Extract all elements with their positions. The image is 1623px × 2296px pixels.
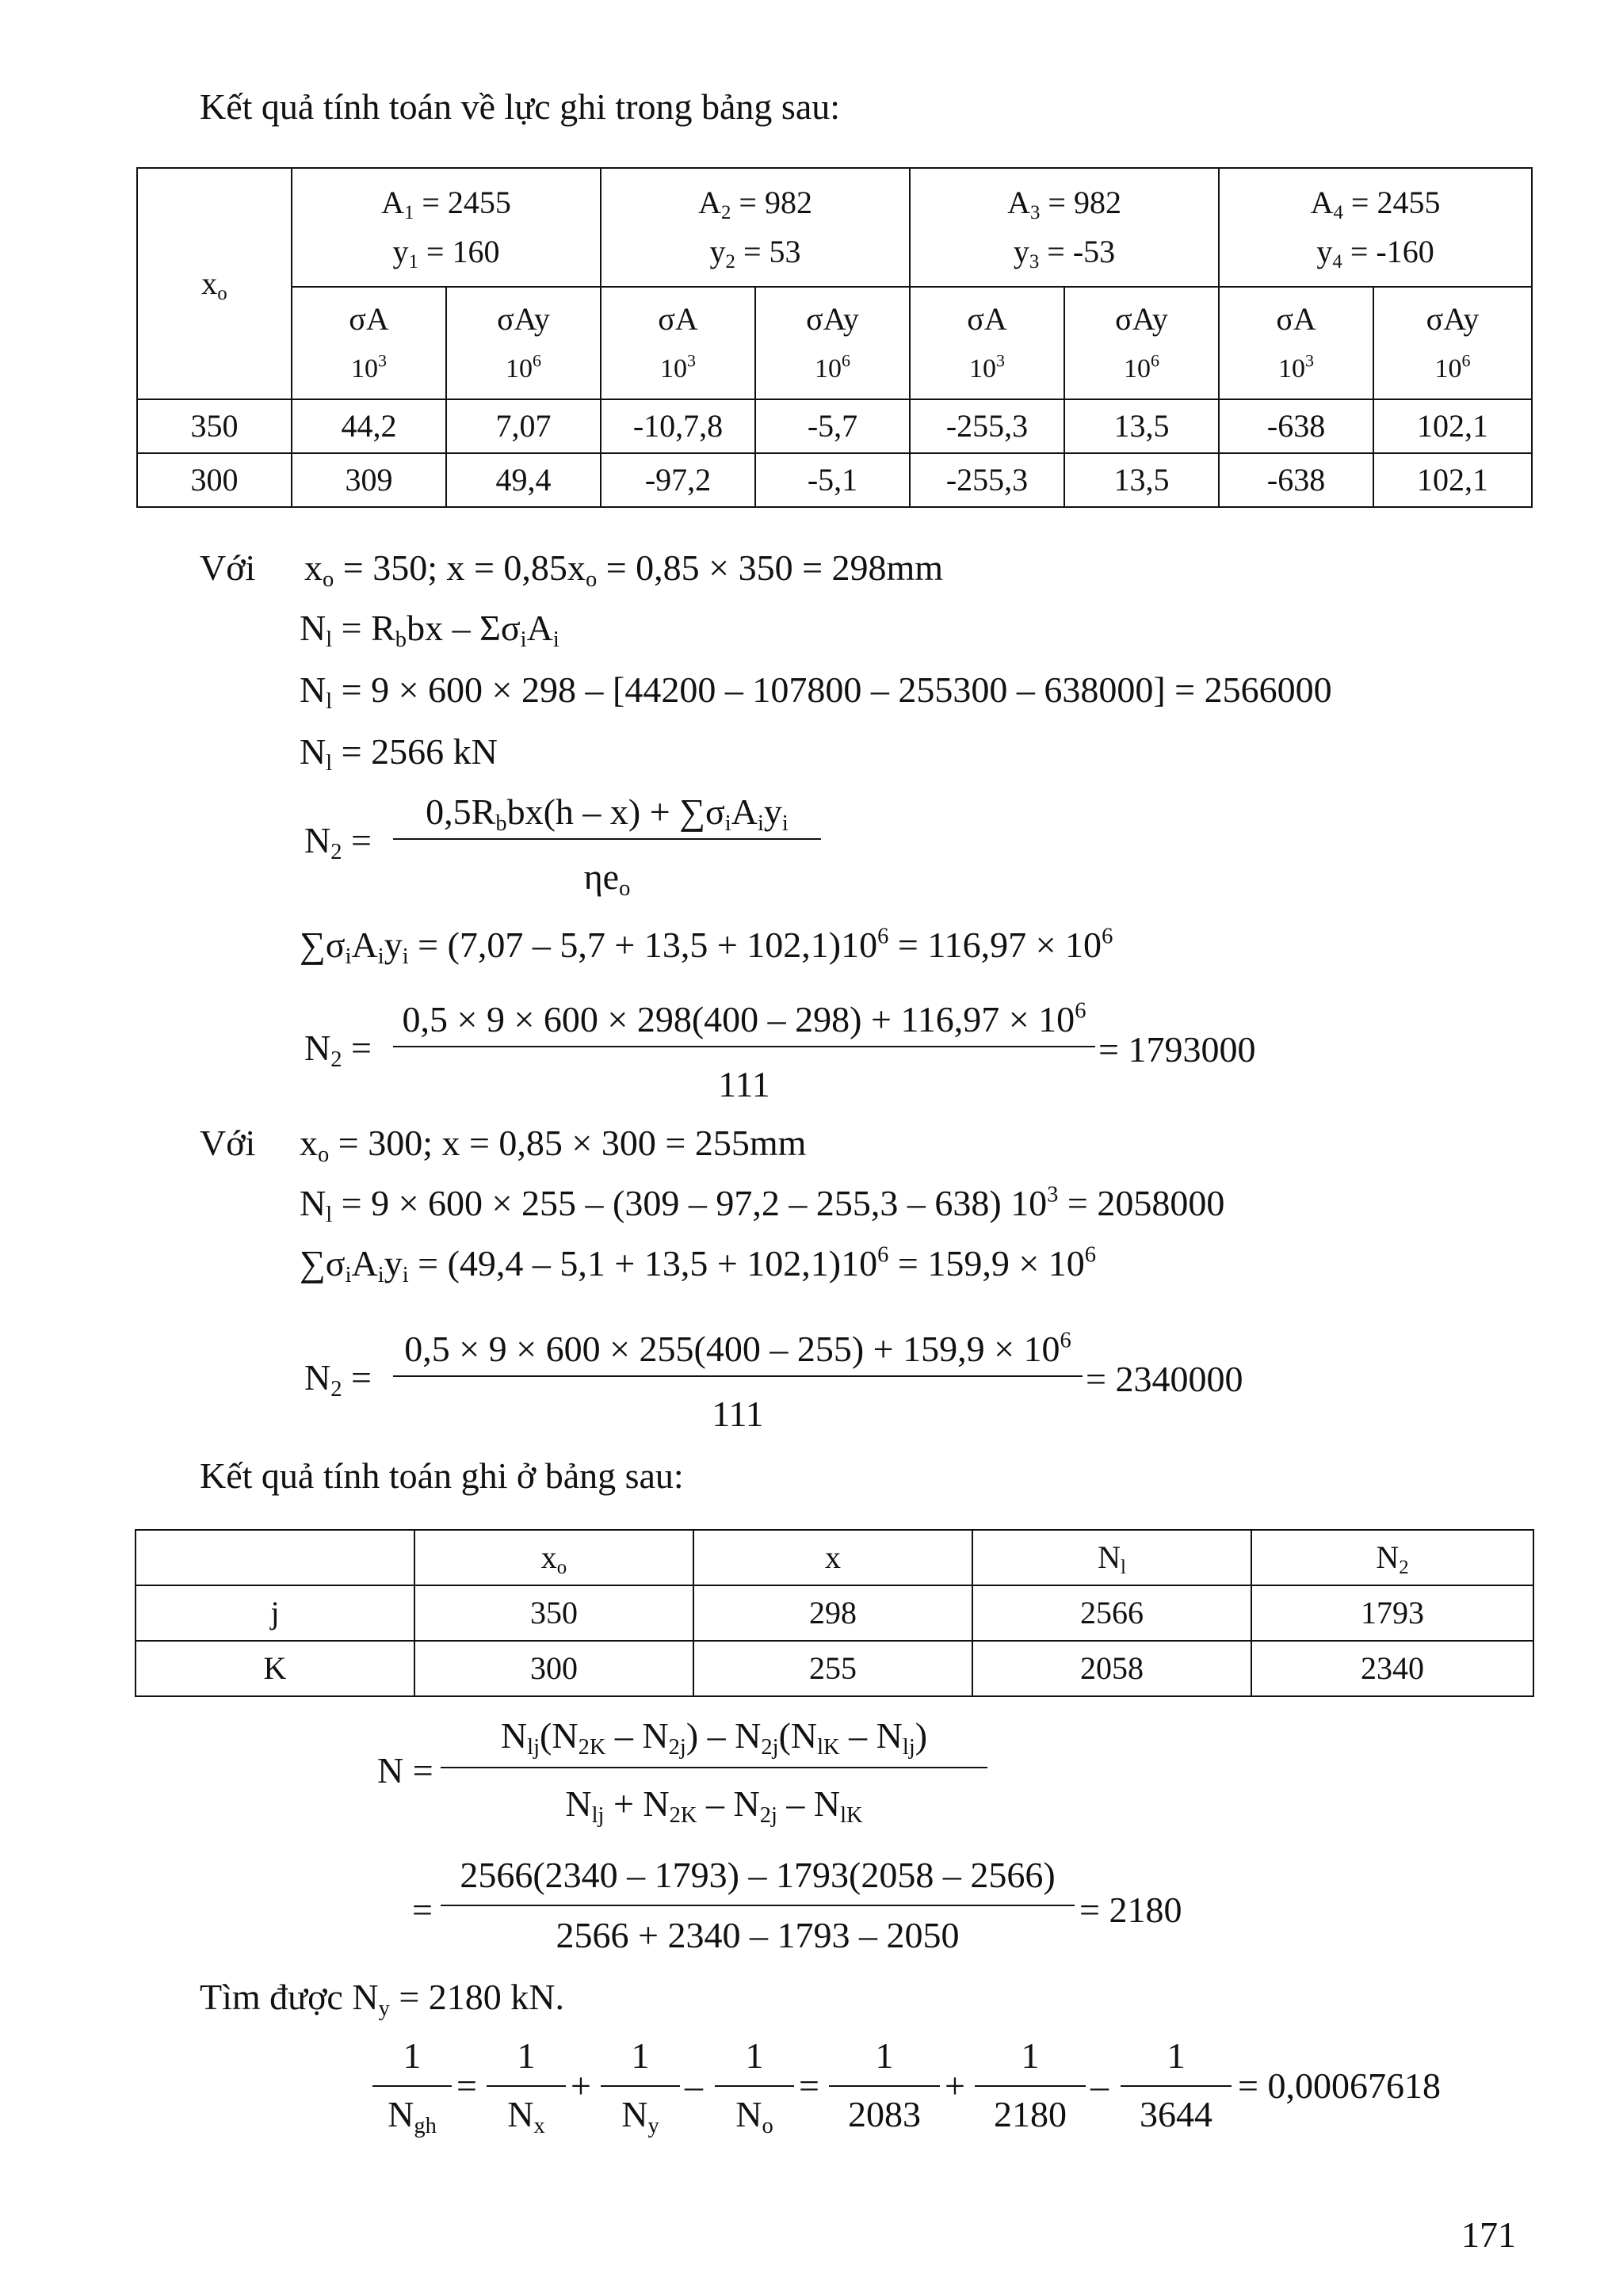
fraction-n-numeric-denominator: 2566 + 2340 – 1793 – 2050 bbox=[556, 1915, 960, 1955]
table1-group-4: $A_4 = 2455$ $y_4 = -160$ bbox=[1219, 168, 1532, 287]
recip-result: = 0,00067618 bbox=[1238, 2065, 1441, 2106]
fraction-line bbox=[441, 1905, 1075, 1906]
table-cell: 350 bbox=[414, 1585, 693, 1641]
recip-denominator: $N_x$ bbox=[507, 2094, 545, 2138]
table-cell: -638 bbox=[1219, 453, 1373, 507]
table-cell: 13,5 bbox=[1064, 399, 1219, 453]
recip-denominator: $N_y$ bbox=[621, 2094, 659, 2138]
recip-operator: = bbox=[799, 2065, 819, 2106]
recip-denominator: 2083 bbox=[848, 2094, 921, 2134]
intro-text-2: Kết quả tính toán ghi ở bảng sau: bbox=[200, 1455, 684, 1496]
table-cell: 2566 bbox=[972, 1585, 1251, 1641]
table1-subheader: σA $10^3$ bbox=[1219, 287, 1373, 399]
eq-n2-result-1: = 1793000 bbox=[1098, 1029, 1256, 1070]
recip-numerator: 1 bbox=[745, 2035, 764, 2076]
recip-numerator: 1 bbox=[1167, 2035, 1186, 2076]
table2-header: x bbox=[693, 1530, 972, 1585]
fraction-line bbox=[393, 1375, 1083, 1377]
label-voi-1: Với bbox=[200, 547, 256, 588]
fraction-n-general-numerator: $N_{lj}(N_{2K} - N_{2j}) - N_{2j}(N_{lK} - N_{lj})$ bbox=[500, 1715, 928, 1760]
eq-equals: = bbox=[412, 1890, 433, 1930]
fraction-line bbox=[975, 2085, 1086, 2087]
recip-numerator: 1 bbox=[517, 2035, 536, 2076]
fraction-line bbox=[441, 1767, 987, 1768]
table2-header bbox=[136, 1530, 414, 1585]
recip-operator: – bbox=[1090, 2065, 1109, 2106]
table1-group-1: $A_1 = 2455$ $y_1 = 160$ bbox=[292, 168, 601, 287]
table-cell: 7,07 bbox=[446, 399, 601, 453]
fraction-n-numeric-numerator: 2566(2340 – 1793) – 1793(2058 – 2566) bbox=[460, 1855, 1056, 1895]
eq-n2-label-1: $N_2$ = bbox=[304, 820, 372, 864]
table1-subheader: σAy $10^6$ bbox=[446, 287, 601, 399]
table1-subheader: σA $10^3$ bbox=[910, 287, 1064, 399]
table2-header-row bbox=[136, 1530, 1533, 1585]
eq-line-n1-formula: $N_l = R_bbx - \Sigma\sigma_iA_i$ bbox=[300, 608, 559, 652]
found-ny-text: Tìm được $N_y = 2180$ kN. bbox=[200, 1977, 564, 2021]
table-row bbox=[136, 1585, 1533, 1641]
table-cell: 255 bbox=[693, 1641, 972, 1696]
table-cell: -5,1 bbox=[755, 453, 910, 507]
table2-header: $x_o$ bbox=[414, 1530, 693, 1585]
table-row bbox=[136, 1641, 1533, 1696]
fraction-n2-numeric-2-numerator: $0,5 \times 9 \times 600 \times 255(400 - 255) + 159,9 \times 10^6$ bbox=[404, 1328, 1071, 1369]
eq-line-n1-calc-2: $N_l = 9 \times 600 \times 255 - (309 - 97,2 - 255,3 - 638) 10^3 = 2058000$ bbox=[300, 1182, 1225, 1227]
table1-subheader: σAy $10^6$ bbox=[755, 287, 910, 399]
eq-n-label: N = bbox=[377, 1750, 433, 1791]
fraction-line bbox=[715, 2085, 794, 2087]
fraction-n2-general-denominator: $\eta e_o$ bbox=[583, 856, 631, 901]
table-cell: 49,4 bbox=[446, 453, 601, 507]
table-cell: 300 bbox=[414, 1641, 693, 1696]
eq-line-n1-calc: $N_l = 9 \times 600 \times 298 - [44200 - 107800 - 255300 - 638000] = 2566000$ bbox=[300, 669, 1332, 714]
fraction-n2-general-numerator: $0,5R_bbx(h - x) + \sum\sigma_iA_iy_i$ bbox=[426, 791, 789, 836]
table1-subheader-row bbox=[137, 287, 1532, 399]
table-cell: 102,1 bbox=[1373, 453, 1532, 507]
eq-line-xo-300: $x_o = 300$; x = 0,85 × 300 = 255mm bbox=[300, 1123, 807, 1167]
table-cell: -638 bbox=[1219, 399, 1373, 453]
reciprocal-formula bbox=[372, 2035, 1482, 2149]
table-cell: -255,3 bbox=[910, 453, 1064, 507]
fraction-n2-numeric-1-numerator: $0,5 \times 9 \times 600 \times 298(400 - 298) + 116,97 \times 10^6$ bbox=[402, 998, 1086, 1039]
eq-line-sum-1: $\sum\sigma_iA_iy_i = (7,07 - 5,7 + 13,5 + 102,1)10^6 = 116,97 \times 10^6$ bbox=[300, 924, 1113, 969]
fraction-line bbox=[601, 2085, 680, 2087]
recip-denominator: 2180 bbox=[994, 2094, 1067, 2134]
table-cell: 1793 bbox=[1251, 1585, 1533, 1641]
eq-line-xo-350: $x_o = 350$; $x = 0,85x_o = 0,85 \times 350 = 298mm$ bbox=[304, 547, 944, 592]
table1-group-3: $A_3 = 982$ $y_3 = -53$ bbox=[910, 168, 1219, 287]
table-cell: j bbox=[136, 1585, 414, 1641]
table1-corner: $x_o$ bbox=[137, 168, 292, 399]
recip-denominator: $N_{gh}$ bbox=[388, 2094, 437, 2138]
recip-numerator: 1 bbox=[631, 2035, 650, 2076]
recip-operator: + bbox=[945, 2065, 965, 2106]
table2-header: $N_l$ bbox=[972, 1530, 1251, 1585]
table-cell: 102,1 bbox=[1373, 399, 1532, 453]
recip-operator: + bbox=[571, 2065, 591, 2106]
eq-n2-label-2: $N_2$ = bbox=[304, 1028, 372, 1072]
fraction-n-general-denominator: $N_{lj} + N_{2K} - N_{2j} - N_{lK}$ bbox=[565, 1783, 863, 1828]
table-row bbox=[137, 399, 1532, 453]
eq-line-sum-2: $\sum\sigma_iA_iy_i = (49,4 - 5,1 + 13,5 + 102,1)10^6 = 159,9 \times 10^6$ bbox=[300, 1242, 1097, 1287]
fraction-n2-numeric-2-denominator: 111 bbox=[712, 1394, 764, 1434]
recip-denominator: $N_o$ bbox=[735, 2094, 773, 2138]
fraction-n2-numeric-1-denominator: 111 bbox=[718, 1064, 770, 1104]
fraction-line bbox=[1121, 2085, 1232, 2087]
recip-denominator: 3644 bbox=[1140, 2094, 1212, 2134]
table-cell: 13,5 bbox=[1064, 453, 1219, 507]
fraction-line bbox=[829, 2085, 940, 2087]
table1-group-2: $A_2 = 982$ $y_2 = 53$ bbox=[601, 168, 910, 287]
eq-n2-result-2: = 2340000 bbox=[1086, 1359, 1243, 1399]
eq-n-result: = 2180 bbox=[1079, 1890, 1182, 1930]
fraction-line bbox=[393, 838, 821, 840]
fraction-line bbox=[487, 2085, 566, 2087]
table1-subheader: σA $10^3$ bbox=[292, 287, 446, 399]
table-cell: K bbox=[136, 1641, 414, 1696]
fraction-line bbox=[393, 1046, 1095, 1047]
table1-subheader: σAy $10^6$ bbox=[1373, 287, 1532, 399]
table-cell: -255,3 bbox=[910, 399, 1064, 453]
table1-subheader: σA $10^3$ bbox=[601, 287, 755, 399]
table-cell: 350 bbox=[137, 399, 292, 453]
eq-n2-label-3: $N_2$ = bbox=[304, 1357, 372, 1402]
page-number: 171 bbox=[1461, 2214, 1516, 2255]
table2-header: $N_2$ bbox=[1251, 1530, 1533, 1585]
table-cell: 298 bbox=[693, 1585, 972, 1641]
recip-operator: – bbox=[685, 2065, 703, 2106]
result-table bbox=[135, 1529, 1534, 1697]
table-cell: -5,7 bbox=[755, 399, 910, 453]
eq-line-n1-result: $N_l = 2566$ kN bbox=[300, 731, 498, 776]
fraction-line bbox=[372, 2085, 452, 2087]
table-cell: 309 bbox=[292, 453, 446, 507]
label-voi-2: Với bbox=[200, 1123, 256, 1163]
intro-text-1: Kết quả tính toán về lực ghi trong bảng sau: bbox=[200, 86, 841, 127]
table1-subheader: σAy $10^6$ bbox=[1064, 287, 1219, 399]
table-cell: 2058 bbox=[972, 1641, 1251, 1696]
table-cell: 300 bbox=[137, 453, 292, 507]
table-cell: -97,2 bbox=[601, 453, 755, 507]
recip-numerator: 1 bbox=[403, 2035, 422, 2076]
recip-operator: = bbox=[456, 2065, 477, 2106]
table-cell: -10,7,8 bbox=[601, 399, 755, 453]
force-table bbox=[136, 167, 1533, 508]
recip-numerator: 1 bbox=[1021, 2035, 1040, 2076]
table-row bbox=[137, 453, 1532, 507]
recip-numerator: 1 bbox=[875, 2035, 894, 2076]
table-cell: 2340 bbox=[1251, 1641, 1533, 1696]
table-cell: 44,2 bbox=[292, 399, 446, 453]
